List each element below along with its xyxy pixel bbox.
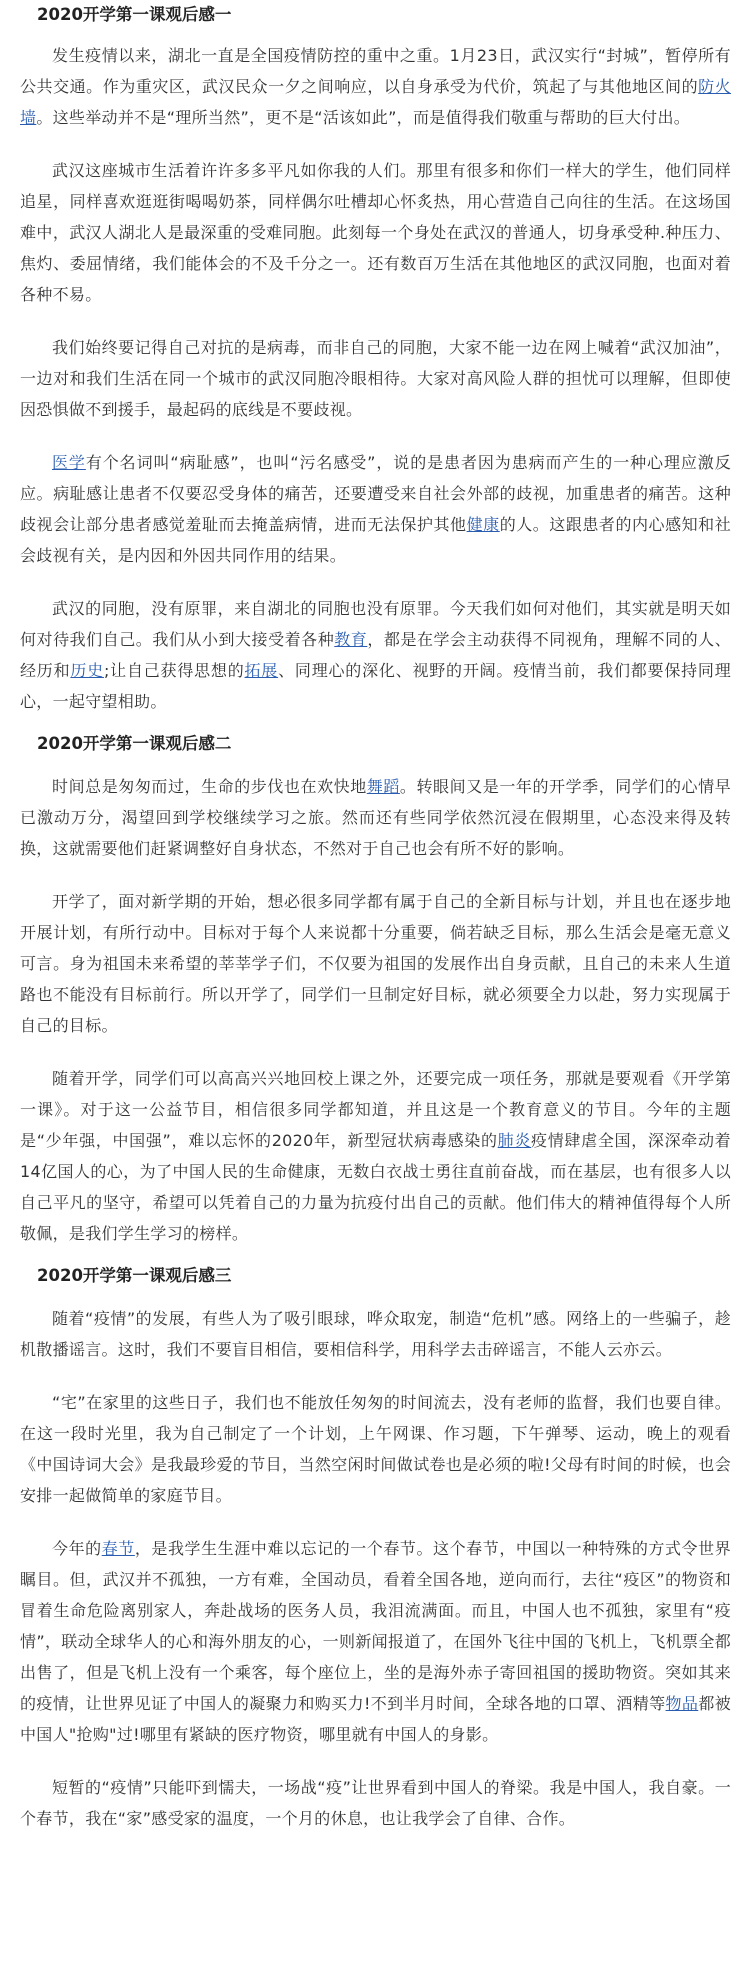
paragraph — [20, 1387, 731, 1511]
section-title-2: 2020开学第一课观后感二 — [37, 734, 232, 753]
paragraph — [20, 332, 731, 425]
keyword-link[interactable]: 防火墙 — [20, 77, 731, 127]
paragraph-text: 时间总是匆匆而过，生命的步伐也在欢快地 — [52, 777, 367, 796]
paragraph-text: 武汉这座城市生活着许许多多平凡如你我的人们。那里有很多和你们一样大的学生，他们同样追星，同样喜欢逛逛街喝喝奶茶，同样偶尔吐槽却心怀炙热，用心营造自己向往的生活。在这场国难中，武汉人湖北人是最深重的受难同胞。此刻每一个身处在武汉的普通人，切身承受种.种压力、焦灼、委屈情绪，我们能体会的不及千分之一。还有数百万生活在其他地区的武汉同胞，也面对着各种不易。 — [20, 161, 731, 304]
paragraph-text: 。这些举动并不是“理所当然”，更不是“活该如此”，而是值得我们敬重与帮助的巨大付出。 — [36, 108, 691, 127]
keyword-link[interactable]: 拓展 — [244, 661, 279, 680]
keyword-link[interactable]: 春节 — [101, 1539, 135, 1558]
paragraph — [20, 593, 731, 717]
paragraph — [20, 1772, 731, 1834]
paragraph-text: 开学了，面对新学期的开始，想必很多同学都有属于自己的全新目标与计划，并且也在逐步地开展计划，有所行动中。目标对于每个人来说都十分重要，倘若缺乏目标，那么生活会是毫无意义可言。身为祖国未来希望的莘莘学子们，不仅要为祖国的发展作出自身贡献，且自己的未来人生道路也不能没有目标前行。所以开学了，同学们一旦制定好目标，就必须要全力以赴，努力实现属于自己的目标。 — [20, 892, 731, 1035]
paragraph-text: 我们始终要记得自己对抗的是病毒，而非自己的同胞，大家不能一边在网上喊着“武汉加油”，一边对和我们生活在同一个城市的武汉同胞冷眼相待。大家对高风险人群的担忧可以理解，但即使因恐惧做不到援手，最起码的底线是不要歧视。 — [20, 338, 731, 419]
paragraph — [20, 1303, 731, 1365]
keyword-link[interactable]: 舞蹈 — [366, 777, 400, 796]
paragraph-text: 今年的 — [52, 1539, 102, 1558]
keyword-link[interactable]: 教育 — [334, 630, 368, 649]
paragraph-text: “宅”在家里的这些日子，我们也不能放任匆匆的时间流去，没有老师的监督，我们也要自律。在这一段时光里，我为自己制定了一个计划，上午网课、作习题，下午弹琴、运动，晚上的观看《中国诗词大会》是我最珍爱的节目，当然空闲时间做试卷也是必须的啦!父母有时间的时候，也会安排一起做简单的家庭节目。 — [20, 1393, 731, 1505]
keyword-link[interactable]: 医学 — [52, 453, 86, 472]
paragraph — [20, 886, 731, 1041]
paragraph — [20, 155, 731, 310]
paragraph-text: 都被中国人"抢购"过!哪里有紧缺的医疗物资，哪里就有中国人的身影。 — [20, 1694, 731, 1744]
paragraph-text: 发生疫情以来，湖北一直是全国疫情防控的重中之重。1月23日，武汉实行“封城”，暂停所有公共交通。作为重灾区，武汉民众一夕之间响应，以自身承受为代价，筑起了与其他地区间的 — [20, 46, 731, 96]
keyword-link[interactable]: 物品 — [665, 1694, 699, 1713]
paragraph-text: 疫情肆虐全国，深深牵动着14亿国人的心，为了中国人民的生命健康，无数白衣战士勇往直前奋战，而在基层，也有很多人以自己平凡的坚守，希望可以凭着自己的力量为抗疫付出自己的贡献。他们伟大的精神值得每个人所敬佩，是我们学生学习的榜样。 — [20, 1131, 731, 1243]
paragraph-text: ，是我学生生涯中难以忘记的一个春节。这个春节，中国以一种特殊的方式令世界瞩目。但，武汉并不孤独，一方有难，全国动员，看着全国各地，逆向而行，去往“疫区”的物资和冒着生命危险离别家人，奔赴战场的医务人员，我泪流满面。而且，中国人也不孤独，家里有“疫情”，联动全球华人的心和海外朋友的心，一则新闻报道了，在国外飞往中国的飞机上，飞机票全都出售了，但是飞机上没有一个乘客，每个座位上，坐的是海外赤子寄回祖国的援助物资。突如其来的疫情，让世界见证了中国人的凝聚力和购买力!不到半月时间，全球各地的口罩、酒精等 — [20, 1539, 731, 1713]
keyword-link[interactable]: 健康 — [466, 515, 500, 534]
paragraph-text: ;让自己获得思想的 — [103, 661, 245, 680]
paragraph-text: 随着开学，同学们可以高高兴兴地回校上课之外，还要完成一项任务，那就是要观看《开学第一课》。对于这一公益节目，相信很多同学都知道，并且这是一个教育意义的节目。今年的主题是“少年强，中国强”，难以忘怀的2020年，新型冠状病毒感染的 — [20, 1069, 731, 1150]
paragraph-text: 随着“疫情”的发展，有些人为了吸引眼球，哗众取宠，制造“危机”感。网络上的一些骗子，趁机散播谣言。这时，我们不要盲目相信，要相信科学，用科学去击碎谣言，不能人云亦云。 — [20, 1309, 731, 1359]
paragraph — [20, 40, 731, 133]
paragraph — [20, 1063, 731, 1249]
keyword-link[interactable]: 肺炎 — [497, 1131, 532, 1150]
paragraph-text: 有个名词叫“病耻感”，也叫“污名感受”，说的是患者因为患病而产生的一种心理应激反应。病耻感让患者不仅要忍受身体的痛苦，还要遭受来自社会外部的歧视，加重患者的痛苦。这种歧视会让部分患者感觉羞耻而去掩盖病情，进而无法保护其他 — [20, 453, 731, 534]
paragraph-text: 。转眼间又是一年的开学季，同学们的心情早已激动万分，渴望回到学校继续学习之旅。然而还有些同学依然沉浸在假期里，心态没来得及转换，这就需要他们赶紧调整好自身状态，不然对于自己也会有所不好的影响。 — [20, 777, 731, 858]
paragraph — [20, 1533, 731, 1750]
paragraph-text: 、同理心的深化、视野的开阔。疫情当前，我们都要保持同理心，一起守望相助。 — [20, 661, 732, 711]
section-title-1: 2020开学第一课观后感一 — [37, 5, 232, 24]
paragraph — [20, 447, 731, 571]
section-title-3: 2020开学第一课观后感三 — [37, 1266, 232, 1285]
paragraph-text: 武汉的同胞，没有原罪，来自湖北的同胞也没有原罪。今天我们如何对他们，其实就是明天如何对待我们自己。我们从小到大接受着各种 — [20, 599, 731, 649]
paragraph-text: 的人。这跟患者的内心感知和社会歧视有关，是内因和外因共同作用的结果。 — [20, 515, 732, 565]
paragraph — [20, 771, 731, 864]
paragraph-text: ，都是在学会主动获得不同视角，理解不同的人、经历和 — [20, 630, 731, 680]
paragraph-text: 短暂的“疫情”只能吓到懦夫，一场战“疫”让世界看到中国人的脊梁。我是中国人，我自豪。一个春节，我在“家”感受家的温度，一个月的休息，也让我学会了自律、合作。 — [20, 1778, 731, 1828]
keyword-link[interactable]: 历史 — [70, 661, 104, 680]
